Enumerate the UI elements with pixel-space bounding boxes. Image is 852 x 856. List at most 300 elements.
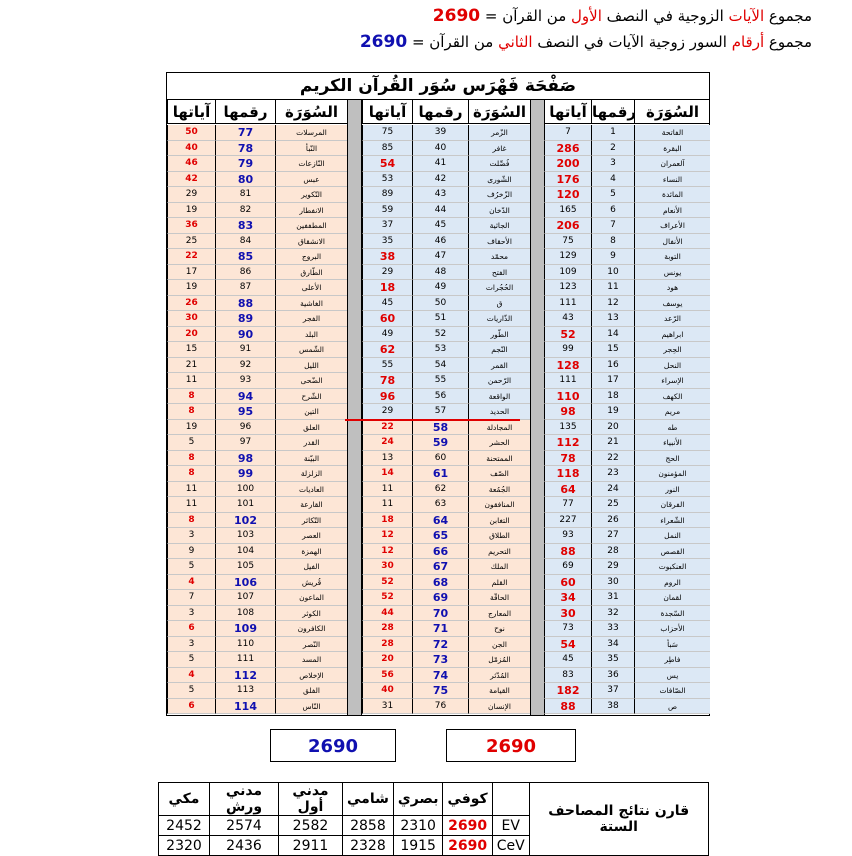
ayat-count: 26 [167,296,215,312]
header-text: الآيات [728,7,765,25]
table-row [362,373,530,389]
table-row [167,575,347,591]
table-row [167,218,347,234]
table-row [544,234,710,250]
table-row [167,420,347,436]
surah-name: الأعلى [275,280,347,296]
surah-number: 91 [215,342,275,358]
surah-name: البقرة [634,141,710,157]
ayat-count: 22 [167,249,215,265]
ayat-count: 29 [362,265,412,281]
ayat-count: 8 [167,389,215,405]
surah-number: 65 [412,528,468,544]
surah-name: مريم [634,404,710,420]
surah-name: الرّحمن [468,373,530,389]
ayat-count: 78 [362,373,412,389]
table-row [167,389,347,405]
surah-number: 5 [591,187,634,203]
surah-number: 4 [591,172,634,188]
table-row [167,327,347,343]
ayat-count: 20 [362,652,412,668]
table-row [544,652,710,668]
surah-number: 68 [412,575,468,591]
ayat-count: 111 [544,373,591,389]
surah-name: يوسف [634,296,710,312]
table-row [544,187,710,203]
table-row [362,280,530,296]
ayat-count: 35 [362,234,412,250]
surah-number: 1 [591,125,634,141]
surah-name: الضّحى [275,373,347,389]
surah-number: 29 [591,559,634,575]
surah-number: 108 [215,606,275,622]
table-row [544,482,710,498]
surah-number: 93 [215,373,275,389]
header-text: الثاني [498,33,533,51]
ayat-count: 88 [544,699,591,715]
surah-name: الشّمس [275,342,347,358]
surah-number: 45 [412,218,468,234]
half-divider-line [345,419,520,421]
ayat-count: 54 [362,156,412,172]
compare-value: 1915 [393,836,443,856]
compare-value: 2310 [393,816,443,836]
table-row [362,544,530,560]
table-row [362,218,530,234]
table-row [167,497,347,513]
table-row [544,435,710,451]
surah-name: الانفطار [275,203,347,219]
ayat-count: 11 [167,373,215,389]
table-row [167,234,347,250]
total-box-left: 2690 [270,729,396,762]
table-row [362,683,530,699]
surah-name: الفرقان [634,497,710,513]
ayat-count: 13 [362,451,412,467]
header-ayat: آياتها [167,100,215,124]
surah-name: الفاتحة [634,125,710,141]
ayat-count: 112 [544,435,591,451]
compare-value: 2574 [210,816,279,836]
surah-name: العصر [275,528,347,544]
ayat-count: 30 [544,606,591,622]
compare-value: 2690 [443,836,492,856]
ayat-count: 36 [167,218,215,234]
table-row [544,358,710,374]
header-line-2 [360,32,812,52]
surah-number: 10 [591,265,634,281]
column-separator [347,100,362,715]
surah-number: 86 [215,265,275,281]
ayat-count: 11 [362,497,412,513]
ayat-count: 25 [167,234,215,250]
surah-number: 33 [591,621,634,637]
ayat-count: 182 [544,683,591,699]
surah-name: النور [634,482,710,498]
surah-name: السّجدة [634,606,710,622]
table-row [167,141,347,157]
surah-number: 110 [215,637,275,653]
surah-number: 75 [412,683,468,699]
ayat-count: 17 [167,265,215,281]
table-row [544,451,710,467]
surah-number: 22 [591,451,634,467]
ayat-count: 49 [362,327,412,343]
surah-number: 59 [412,435,468,451]
surah-number: 113 [215,683,275,699]
surah-number: 112 [215,668,275,684]
header-total: 2690 [432,6,481,26]
ayat-count: 89 [362,187,412,203]
table-row [362,125,530,141]
surah-name: العلق [275,420,347,436]
surah-name: الحاقّة [468,590,530,606]
surah-name: يونس [634,265,710,281]
surah-name: هود [634,280,710,296]
surah-name: الذّاريات [468,311,530,327]
table-row [544,497,710,513]
surah-number: 37 [591,683,634,699]
ayat-count: 7 [167,590,215,606]
ayat-count: 55 [362,358,412,374]
compare-header: مكي [159,783,210,816]
surah-name: الصّف [468,466,530,482]
ayat-count: 38 [362,249,412,265]
header-number: رقمها [591,100,634,124]
surah-name: الزّمر [468,125,530,141]
table-row [167,296,347,312]
table-row [544,280,710,296]
surah-number: 74 [412,668,468,684]
surah-name: القمر [468,358,530,374]
surah-name: البروج [275,249,347,265]
ayat-count: 7 [544,125,591,141]
surah-number: 100 [215,482,275,498]
table-row [544,559,710,575]
surah-number: 114 [215,699,275,715]
ayat-count: 78 [544,451,591,467]
ayat-count: 12 [362,544,412,560]
surah-number: 67 [412,559,468,575]
surah-name: الحديد [468,404,530,420]
table-row [167,652,347,668]
ayat-count: 11 [167,482,215,498]
table-row [167,699,347,715]
table-row [544,544,710,560]
compare-value: 2858 [343,816,394,836]
surah-name: الغاشية [275,296,347,312]
surah-name: الفتح [468,265,530,281]
surah-number: 99 [215,466,275,482]
table-row [544,141,710,157]
ayat-count: 88 [544,544,591,560]
surah-number: 78 [215,141,275,157]
table-row [544,156,710,172]
compare-label: قارن نتائج المصاحف الستة [529,783,708,856]
surah-name: الزّخرُف [468,187,530,203]
surah-name: القيامة [468,683,530,699]
surah-number: 87 [215,280,275,296]
surah-number: 24 [591,482,634,498]
ayat-count: 8 [167,466,215,482]
surah-number: 57 [412,404,468,420]
ayat-count: 29 [167,187,215,203]
ayat-count: 98 [544,404,591,420]
surah-number: 40 [412,141,468,157]
ayat-count: 52 [362,590,412,606]
table-row [167,249,347,265]
surah-name: الليل [275,358,347,374]
surah-name: التّكوير [275,187,347,203]
ayat-count: 8 [167,404,215,420]
surah-number: 39 [412,125,468,141]
surah-name: الكافرون [275,621,347,637]
ayat-count: 69 [544,559,591,575]
ayat-count: 83 [544,668,591,684]
surah-number: 63 [412,497,468,513]
ayat-count: 43 [544,311,591,327]
surah-number: 90 [215,327,275,343]
ayat-count: 19 [167,420,215,436]
surah-name: المُزمّل [468,652,530,668]
comparison-header-row [159,783,709,816]
surah-number: 70 [412,606,468,622]
surah-name: القارعة [275,497,347,513]
surah-name: غافر [468,141,530,157]
table-row [167,668,347,684]
table-row [167,373,347,389]
table-row [544,466,710,482]
surah-name: الأحزاب [634,621,710,637]
surah-name: النّجم [468,342,530,358]
surah-number: 92 [215,358,275,374]
surah-name: آلعمران [634,156,710,172]
compare-tag-header [492,783,529,816]
ayat-count: 77 [544,497,591,513]
header-text: السور زوجية الآيات في النصف [532,33,732,51]
surah-number: 42 [412,172,468,188]
table-row [362,420,530,436]
surah-number: 48 [412,265,468,281]
total-box-right: 2690 [446,729,576,762]
ayat-count: 53 [362,172,412,188]
table-row [167,621,347,637]
compare-value: 2911 [279,836,343,856]
table-row [362,358,530,374]
surah-name: ص [634,699,710,715]
surah-name: طه [634,420,710,436]
compare-header: شامي [343,783,394,816]
ayat-count: 50 [167,125,215,141]
ayat-count: 111 [544,296,591,312]
ayat-count: 11 [362,482,412,498]
header-text: مجموع [764,7,812,25]
surah-name: الطّور [468,327,530,343]
surah-number: 12 [591,296,634,312]
surah-number: 49 [412,280,468,296]
surah-name: النمل [634,528,710,544]
surah-name: الشّعراء [634,513,710,529]
surah-number: 103 [215,528,275,544]
surah-name: الممتحنة [468,451,530,467]
ayat-count: 5 [167,652,215,668]
table-row [544,218,710,234]
surah-number: 16 [591,358,634,374]
ayat-count: 30 [167,311,215,327]
table-row [167,187,347,203]
surah-name: المرسلات [275,125,347,141]
table-row [544,606,710,622]
header-ayat: آياتها [362,100,412,124]
ayat-count: 52 [544,327,591,343]
surah-number: 8 [591,234,634,250]
surah-number: 84 [215,234,275,250]
surah-number: 55 [412,373,468,389]
surah-number: 95 [215,404,275,420]
ayat-count: 5 [167,559,215,575]
surah-number: 107 [215,590,275,606]
ayat-count: 200 [544,156,591,172]
surah-number: 66 [412,544,468,560]
ayat-count: 5 [167,435,215,451]
ayat-count: 93 [544,528,591,544]
surah-name: فُصِّلت [468,156,530,172]
surah-number: 41 [412,156,468,172]
table-row [362,203,530,219]
surah-number: 76 [412,699,468,715]
header-text: من القرآن = [407,33,499,51]
ayat-count: 54 [544,637,591,653]
surah-name: العنكبوت [634,559,710,575]
table-row [544,125,710,141]
ayat-count: 28 [362,637,412,653]
table-row [167,559,347,575]
surah-number: 38 [591,699,634,715]
ayat-count: 40 [362,683,412,699]
surah-name: الكهف [634,389,710,405]
surah-name: العاديات [275,482,347,498]
ayat-count: 6 [167,621,215,637]
surah-name: الهمزة [275,544,347,560]
table-row [544,342,710,358]
table-row [362,389,530,405]
surah-name: لقمان [634,590,710,606]
ayat-count: 31 [362,699,412,715]
surah-number: 102 [215,513,275,529]
ayat-count: 4 [167,575,215,591]
ayat-count: 19 [167,280,215,296]
ayat-count: 45 [362,296,412,312]
surah-name: محمّد [468,249,530,265]
surah-name: الأنبياء [634,435,710,451]
surah-name: التوبة [634,249,710,265]
header-line-1 [433,6,812,26]
surah-name: المسد [275,652,347,668]
surah-name: الواقعة [468,389,530,405]
header-number: رقمها [412,100,468,124]
table-row [362,590,530,606]
ayat-count: 120 [544,187,591,203]
surah-number: 9 [591,249,634,265]
ayat-count: 34 [544,590,591,606]
surah-number: 15 [591,342,634,358]
surah-name: المجادلة [468,420,530,436]
ayat-count: 118 [544,466,591,482]
table-row [544,621,710,637]
table-row [167,466,347,482]
surah-name: ق [468,296,530,312]
surah-number: 13 [591,311,634,327]
table-row [544,389,710,405]
surah-name: الحُجُرات [468,280,530,296]
ayat-count: 60 [362,311,412,327]
surah-number: 61 [412,466,468,482]
table-row [544,699,710,715]
surah-name: نوح [468,621,530,637]
surah-name: النحل [634,358,710,374]
surah-number: 21 [591,435,634,451]
surah-name: القلم [468,575,530,591]
table-row [544,528,710,544]
surah-number: 106 [215,575,275,591]
header-text: مجموع [764,33,812,51]
surah-number: 6 [591,203,634,219]
ayat-count: 8 [167,451,215,467]
ayat-count: 85 [362,141,412,157]
table-row [544,249,710,265]
surah-name: التحريم [468,544,530,560]
surah-number: 28 [591,544,634,560]
table-row [362,187,530,203]
surah-number: 73 [412,652,468,668]
ayat-count: 6 [167,699,215,715]
compare-value: 2690 [443,816,492,836]
table-row [544,637,710,653]
table-row [362,528,530,544]
surah-name: النّازعات [275,156,347,172]
surah-name: الأحقاف [468,234,530,250]
table-row [362,156,530,172]
surah-number: 94 [215,389,275,405]
ayat-count: 135 [544,420,591,436]
table-row [544,668,710,684]
surah-name: الانشقاق [275,234,347,250]
table-row [544,296,710,312]
ayat-count: 96 [362,389,412,405]
table-row [167,590,347,606]
surah-name: القدر [275,435,347,451]
surah-name: الإنسان [468,699,530,715]
surah-number: 23 [591,466,634,482]
surah-name: سَبأ [634,637,710,653]
table-row [167,513,347,529]
surah-number: 25 [591,497,634,513]
comparison-table [158,782,709,856]
ayat-count: 18 [362,513,412,529]
ayat-count: 18 [362,280,412,296]
surah-number: 50 [412,296,468,312]
surah-name: الرّعد [634,311,710,327]
ayat-count: 19 [167,203,215,219]
surah-name: الفلق [275,683,347,699]
table-row [544,373,710,389]
surah-name: يس [634,668,710,684]
surah-number: 72 [412,637,468,653]
surah-number: 54 [412,358,468,374]
surah-number: 31 [591,590,634,606]
surah-number: 80 [215,172,275,188]
surah-number: 83 [215,218,275,234]
